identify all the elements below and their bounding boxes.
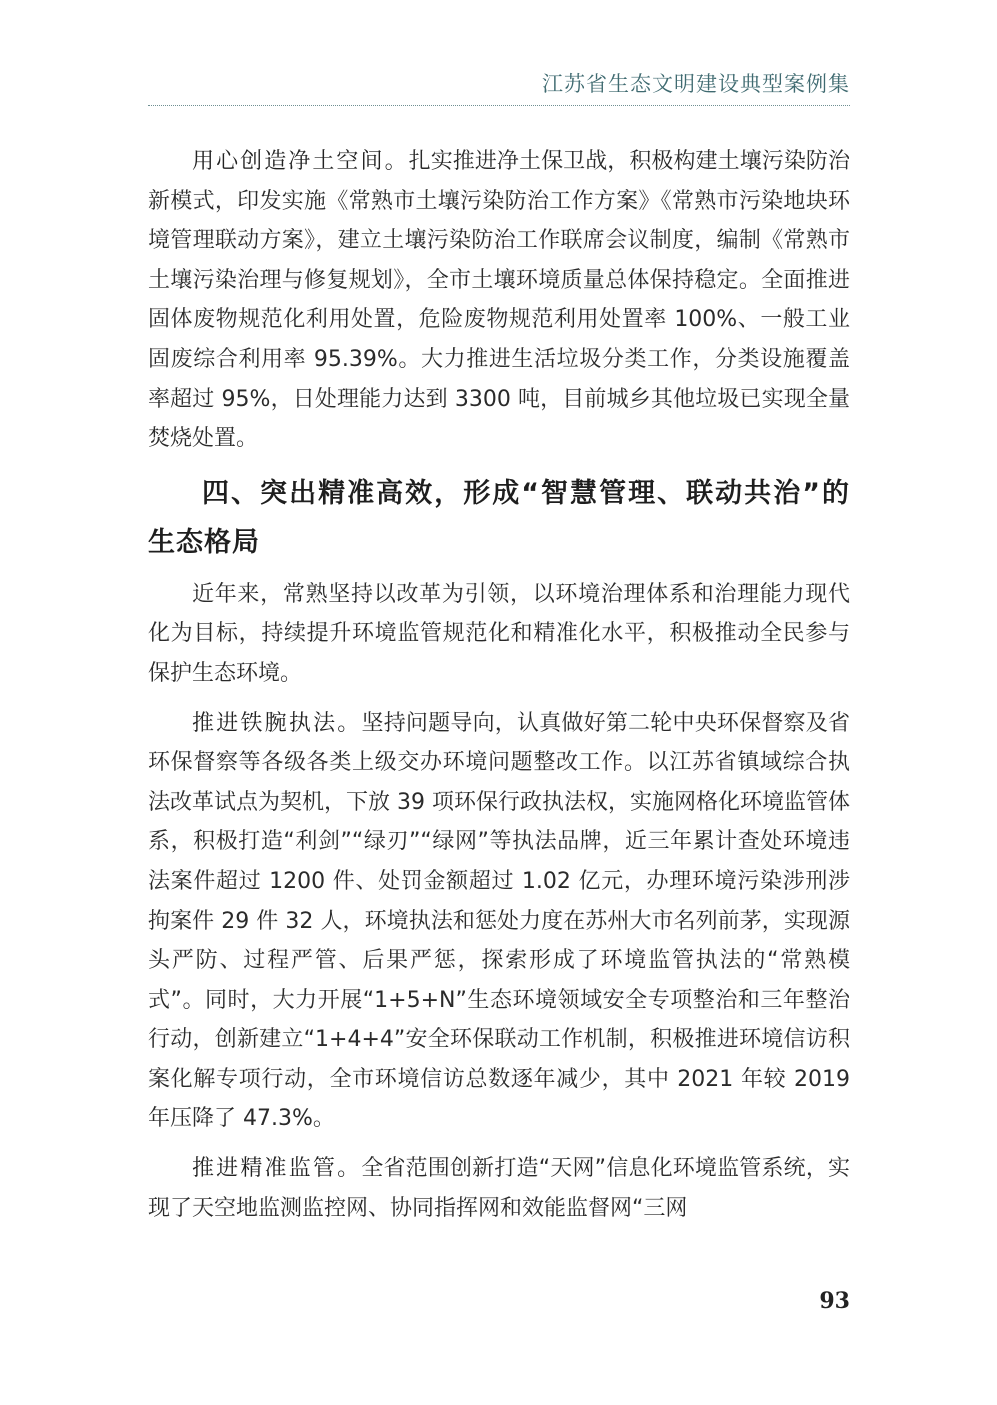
paragraph-text: 扎实推进净土保卫战，积极构建土壤污染防治新模式，印发实施《常熟市土壤污染防治工作方案》《常熟市污染地块环境管理联动方案》，建立土壤污染防治工作联席会议制度，编制《常熟市土壤污染治理与修复规划》，全市土壤环境质量总体保持稳定。全面推进固体废物规范化利用处置，危险废物规范利用处置率 100%、一般工业固废综合利用率 95.39%。大力推进生活垃圾分类工作，分类设施覆盖率超过 95%，日处理能力达到 3300 吨，目前城乡其他垃圾已实现全量焚烧处置。 [148,149,850,452]
paragraph-clean-soil [148,142,850,459]
header-divider [148,105,850,106]
running-header: 江苏省生态文明建设典型案例集 [542,72,850,96]
paragraph-text: 近年来，常熟坚持以改革为引领，以环境治理体系和治理能力现代化为目标，持续提升环境监管规范化和精准化水平，积极推动全民参与保护生态环境。 [148,581,850,686]
page-number: 93 [819,1288,850,1314]
paragraph-lead: 推进铁腕执法。 [192,710,362,736]
paragraph-intro [148,575,850,694]
paragraph-text: 坚持问题导向，认真做好第二轮中央环保督察及省环保督察等各级各类上级交办环境问题整改工作。以江苏省镇域综合执法改革试点为契机，下放 39 项环保行政执法权，实施网格化环境监管体系，积极打造“利剑”“绿刃”“绿网”等执法品牌，近三年累计查处环境违法案件超过 1200 件、处罚金额超过 1.02 亿元，办理环境污染涉刑涉拘案件 29 件 32 人，环境执法和惩处力度在苏州大市名列前茅，实现源头严防、过程严管、后果严惩，探索形成了环境监管执法的“常熟模式”。同时，大力开展“1+5+N”生态环境领域安全专项整治和三年整治行动，创新建立“1+4+4”安全环保联动工作机制，积极推进环境信访积案化解专项行动，全市环境信访总数逐年减少，其中 2021 年较 2019 年压降了 47.3%。 [148,710,850,1132]
paragraph-enforcement [148,704,850,1140]
paragraph-lead: 用心创造净土空间。 [192,149,409,174]
paragraph-supervision [148,1149,850,1228]
section-heading: 四、突出精准高效，形成“智慧管理、联动共治”的生态格局 [148,477,850,558]
paragraph-lead: 推进精准监管。 [192,1156,362,1182]
paragraph-text: 全省范围创新打造“天网”信息化环境监管系统，实现了天空地监测监控网、协同指挥网和效能监督网“三网 [148,1156,850,1221]
page-body [148,142,850,1238]
